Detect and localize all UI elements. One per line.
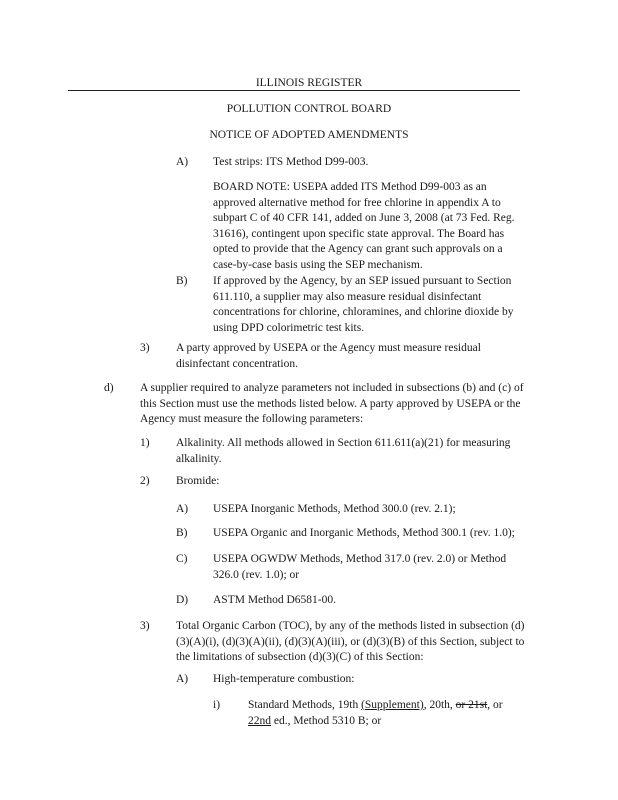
text-run: , or xyxy=(487,699,503,711)
item-label: B) xyxy=(176,275,188,287)
item-text: ASTM Method D6581-00. xyxy=(213,594,336,606)
item-label: B) xyxy=(176,527,188,539)
item-label: C) xyxy=(176,553,188,565)
text-run: Standard Methods, 19th xyxy=(248,699,362,711)
item-text xyxy=(248,698,530,729)
item-text: High-temperature combustion: xyxy=(213,673,355,685)
item-text: If approved by the Agency, by an SEP issued pursuant to Section 611.110, a supplier may also measure residual disinfectant concentrations for chlorine, chloramines, and chlorine dioxide by using DPD colorimetric test kits. xyxy=(213,275,514,334)
item-label: A) xyxy=(176,673,189,685)
item-label: A) xyxy=(176,156,189,168)
notice-title: NOTICE OF ADOPTED AMENDMENTS xyxy=(209,129,409,141)
item-text: USEPA OGWDW Methods, Method 317.0 (rev. 2.0) or Method 326.0 (rev. 1.0); or xyxy=(213,553,507,581)
item-text: Total Organic Carbon (TOC), by any of the methods listed in subsection (d)(3)(A)(i), (d)(3)(A)(ii), (d)(3)(A)(iii), or (d)(3)(B) of this Section, subject to the limitations of subsection (d)(3)(C) of this Section: xyxy=(176,620,525,663)
item-label: D) xyxy=(176,594,189,606)
item-text: USEPA Inorganic Methods, Method 300.0 (rev. 2.1); xyxy=(213,503,456,515)
item-label: 3) xyxy=(140,342,150,354)
item-label: i) xyxy=(213,699,221,711)
register-title: ILLINOIS REGISTER xyxy=(255,77,363,89)
struck-text: or 21st xyxy=(455,699,488,711)
item-text: Alkalinity. All methods allowed in Section 611.611(a)(21) for measuring alkalinity. xyxy=(176,437,511,465)
item-text: A supplier required to analyze parameters not included in subsections (b) and (c) of this Section must use the methods listed below. A party approved by USEPA or the Agency must measure the following parameters: xyxy=(140,382,524,425)
item-text: Bromide: xyxy=(176,475,220,487)
underlined-text: 22nd xyxy=(248,714,271,727)
item-label: d) xyxy=(104,382,114,394)
text-run: ed., Method 5310 B; or xyxy=(271,714,382,727)
item-label: 2) xyxy=(140,475,150,487)
item-text: USEPA Organic and Inorganic Methods, Method 300.1 (rev. 1.0); xyxy=(213,527,515,539)
board-title: POLLUTION CONTROL BOARD xyxy=(226,103,392,115)
item-text: A party approved by USEPA or the Agency must measure residual disinfectant concentration. xyxy=(176,342,481,370)
item-label: 3) xyxy=(140,620,150,632)
header-rule xyxy=(68,90,520,91)
board-note: BOARD NOTE: USEPA added ITS Method D99-003 as an approved alternative method for free chlorine in appendix A to subpart C of 40 CFR 141, added on June 3, 2008 (at 73 Fed. Reg. 31616), contingent upon specific state approval. The Board has opted to provide that the Agency can grant such approvals on a case-by-case basis using the SEP mechanism. xyxy=(213,181,515,271)
underlined-text: (Supplement) xyxy=(361,699,424,711)
item-text: Test strips: ITS Method D99-003. xyxy=(213,156,369,168)
text-run: , 20th, xyxy=(423,699,456,711)
item-label: 1) xyxy=(140,437,150,449)
item-label: A) xyxy=(176,503,189,515)
